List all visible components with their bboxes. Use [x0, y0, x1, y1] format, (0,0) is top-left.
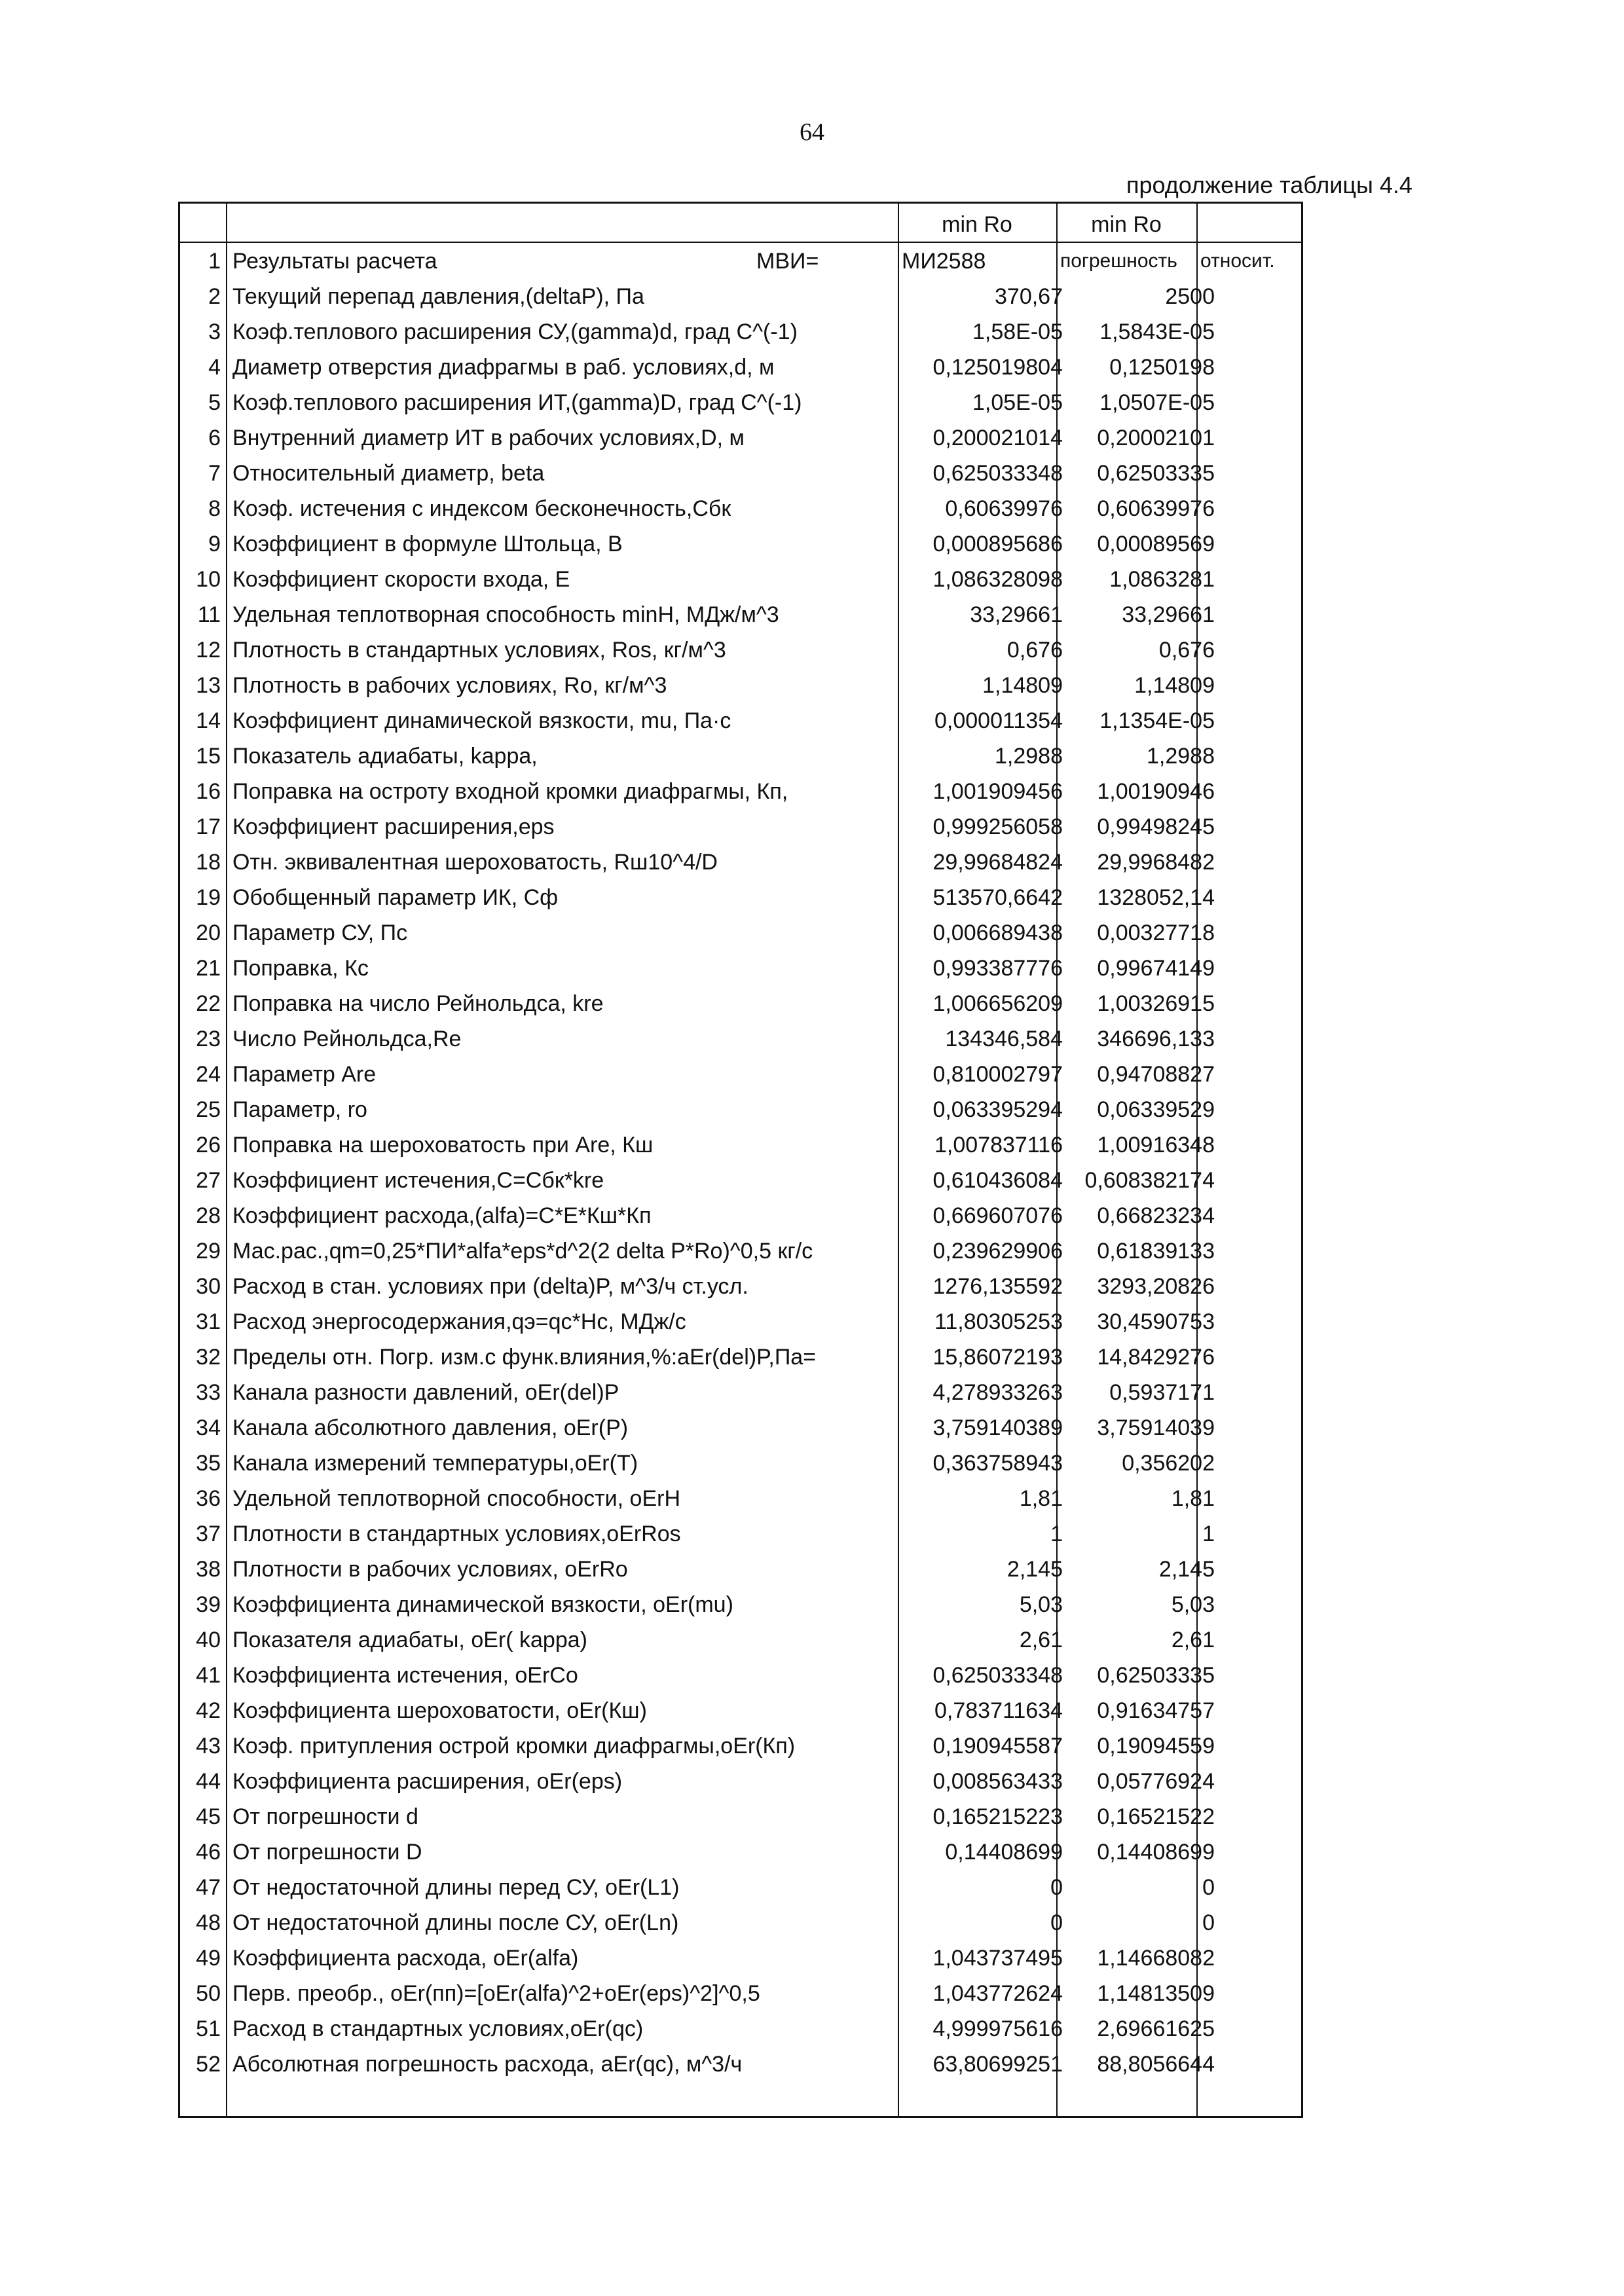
row-label: Канала абсолютного давления, oEr(P): [232, 1415, 629, 1440]
row-number: 5: [208, 390, 221, 415]
row-number: 6: [208, 426, 221, 450]
row-extra-label: МВИ=: [756, 249, 819, 274]
row-number: 18: [196, 850, 221, 875]
row-value-2: 2,145: [1158, 1557, 1215, 1582]
row-number: 45: [196, 1804, 221, 1829]
row-value-1: 1,2988: [995, 744, 1063, 769]
row-value-2: 0,5937171: [1109, 1380, 1215, 1405]
row-label: Канала разности давлений, oEr(del)P: [232, 1380, 619, 1405]
row-label: От погрешности d: [232, 1804, 418, 1829]
row-value-2: 3,75914039: [1097, 1415, 1215, 1440]
row-value-1: 0,363758943: [932, 1451, 1063, 1476]
row-value-1: 0,000011354: [934, 708, 1063, 733]
row-value-2: 0,14408699: [1097, 1840, 1215, 1865]
row-value-2: 2,61: [1171, 1628, 1215, 1652]
row-label: Плотности в рабочих условиях, oErRo: [232, 1557, 628, 1582]
row-value-1: 29,99684824: [932, 850, 1063, 875]
row-value-1: 0,006689438: [932, 920, 1063, 945]
row-number: 20: [196, 920, 221, 945]
row-number: 48: [196, 1910, 221, 1935]
row-label: Результаты расчета: [232, 249, 437, 274]
row-value-2: 1328052,14: [1097, 885, 1215, 910]
row-label: Коэф.теплового расширения СУ,(gamma)d, град С^(-1): [232, 319, 798, 344]
row-label: Отн. эквивалентная шероховатость, Rш10^4/D: [232, 850, 718, 875]
row-value-2: 29,9968482: [1097, 850, 1215, 875]
row-value-1: 1,81: [1019, 1486, 1063, 1511]
row-number: 24: [196, 1062, 221, 1087]
row-number: 19: [196, 885, 221, 910]
row-value-2: 2500: [1165, 284, 1215, 309]
row-value-1: 1,086328098: [932, 567, 1063, 592]
row-label: Удельная теплотворная способность minH, МДж/м^3: [232, 602, 779, 627]
row-value-2: 1,00326915: [1097, 991, 1215, 1016]
row-value-1: 0,14408699: [945, 1840, 1063, 1865]
row-label: Диаметр отверстия диафрагмы в раб. условиях,d, м: [232, 355, 775, 380]
row-label: Плотность в рабочих условиях, Ro, кг/м^3: [232, 673, 667, 698]
row-value-2: 1,1354E-05: [1099, 708, 1215, 733]
row-value-2: 0: [1202, 1910, 1215, 1935]
row-value-1: 0,669607076: [932, 1203, 1063, 1228]
row-value-1: 0,063395294: [932, 1097, 1063, 1122]
row-number: 28: [196, 1203, 221, 1228]
row-value-2: 1,00916348: [1097, 1133, 1215, 1157]
row-value-1: 0: [1050, 1910, 1063, 1935]
row-value-2: 1,14813509: [1097, 1981, 1215, 2006]
row-value-2: 0,99674149: [1097, 956, 1215, 981]
row-label: Перв. преобр., oEr(пп)=[oEr(alfa)^2+oEr(eps)^2]^0,5: [232, 1981, 760, 2006]
row-number: 52: [196, 2052, 221, 2077]
row-value-1: 4,278933263: [932, 1380, 1063, 1405]
row-label: Поправка на шероховатость при Are, Кш: [232, 1133, 654, 1157]
row-label: Коэффициент расхода,(alfa)=C*E*Кш*Кп: [232, 1203, 652, 1228]
row-number: 4: [208, 355, 221, 380]
row-value-2: 0,00327718: [1097, 920, 1215, 945]
row-label: Текущий перепад давления,(deltaP), Па: [232, 284, 644, 309]
row-number: 8: [208, 496, 221, 521]
row-value-2: 0,356202: [1122, 1451, 1215, 1476]
row-value-3: относит.: [1200, 250, 1275, 272]
row-value-1: 0,190945587: [932, 1734, 1063, 1758]
row-value-1: 1,14809: [982, 673, 1063, 698]
row-number: 32: [196, 1345, 221, 1370]
row-value-1: 0,625033348: [932, 1663, 1063, 1688]
row-number: 26: [196, 1133, 221, 1157]
row-value-1: 3,759140389: [932, 1415, 1063, 1440]
row-value-2: 0,91634757: [1097, 1698, 1215, 1723]
row-value-2: 1,14668082: [1097, 1946, 1215, 1971]
row-number: 49: [196, 1946, 221, 1971]
row-value-1: 0: [1050, 1875, 1063, 1900]
row-value-1: 1,043737495: [932, 1946, 1063, 1971]
row-number: 16: [196, 779, 221, 804]
row-number: 44: [196, 1769, 221, 1794]
row-value-2: 0,62503335: [1097, 461, 1215, 486]
row-label: Коэффициента истечения, oErCo: [232, 1663, 578, 1688]
row-value-2: 0,20002101: [1097, 426, 1215, 450]
row-value-1: МИ2588: [902, 249, 986, 274]
row-value-1: 134346,584: [945, 1027, 1063, 1051]
row-number: 35: [196, 1451, 221, 1476]
row-label: Параметр, ro: [232, 1097, 367, 1122]
row-number: 21: [196, 956, 221, 981]
row-value-1: 1,58E-05: [972, 319, 1063, 344]
row-value-1: 0,165215223: [932, 1804, 1063, 1829]
row-number: 22: [196, 991, 221, 1016]
row-number: 31: [196, 1309, 221, 1334]
row-value-2: 1,14809: [1134, 673, 1215, 698]
row-number: 10: [196, 567, 221, 592]
row-value-2: 0,61839133: [1097, 1239, 1215, 1264]
row-number: 51: [196, 2016, 221, 2041]
row-label: Поправка на число Рейнольдса, kre: [232, 991, 604, 1016]
row-label: Относительный диаметр, beta: [232, 461, 545, 486]
row-value-2: 0,676: [1158, 638, 1215, 663]
row-number: 46: [196, 1840, 221, 1865]
row-label: Коэффициента динамической вязкости, oEr(mu): [232, 1592, 733, 1617]
row-value-1: 0,008563433: [932, 1769, 1063, 1794]
row-value-1: 33,29661: [970, 602, 1063, 627]
row-label: Показателя адиабаты, oEr( kappa): [232, 1628, 587, 1652]
row-number: 39: [196, 1592, 221, 1617]
row-value-2: 1,0863281: [1109, 567, 1215, 592]
row-value-1: 11,80305253: [934, 1309, 1063, 1334]
row-value-1: 0,625033348: [932, 461, 1063, 486]
row-label: Обобщенный параметр ИК, Сф: [232, 885, 559, 910]
row-value-2: 3293,20826: [1097, 1274, 1215, 1299]
row-value-2: 0,60639976: [1097, 496, 1215, 521]
row-value-1: 1,001909456: [932, 779, 1063, 804]
row-value-1: 0,125019804: [932, 355, 1063, 380]
row-number: 13: [196, 673, 221, 698]
row-label: Поправка, Кс: [232, 956, 369, 981]
row-label: Плотности в стандартных условиях,oErRos: [232, 1522, 681, 1546]
row-number: 41: [196, 1663, 221, 1688]
row-value-1: 0,60639976: [945, 496, 1063, 521]
row-label: Канала измерений температуры,oEr(T): [232, 1451, 638, 1476]
row-value-1: 2,61: [1019, 1628, 1063, 1652]
row-label: Коэффициент динамической вязкости, mu, Па·с: [232, 708, 731, 733]
row-number: 3: [208, 319, 221, 344]
row-value-1: 2,145: [1006, 1557, 1063, 1582]
row-value-2: 0: [1202, 1875, 1215, 1900]
row-value-1: 1,007837116: [934, 1133, 1063, 1157]
row-value-1: 0,810002797: [932, 1062, 1063, 1087]
row-value-2: 2,69661625: [1097, 2016, 1215, 2041]
row-value-1: 0,993387776: [932, 956, 1063, 981]
row-number: 2: [208, 284, 221, 309]
row-value-1: 1276,135592: [932, 1274, 1063, 1299]
row-label: Показатель адиабаты, kappa,: [232, 744, 538, 769]
row-value-2: 0,19094559: [1097, 1734, 1215, 1758]
row-number: 7: [208, 461, 221, 486]
row-label: Пределы отн. Погр. изм.с функ.влияния,%:aEr(del)P,Па=: [232, 1345, 817, 1370]
row-number: 38: [196, 1557, 221, 1582]
row-label: От недостаточной длины после СУ, oEr(Ln): [232, 1910, 679, 1935]
row-value-2: 1,2988: [1147, 744, 1215, 769]
row-number: 33: [196, 1380, 221, 1405]
row-value-1: 0,000895686: [932, 532, 1063, 556]
row-label: Расход энергосодержания,qэ=qc*Нс, МДж/с: [232, 1309, 686, 1334]
row-value-1: 1,05E-05: [972, 390, 1063, 415]
row-value-2: 33,29661: [1122, 602, 1215, 627]
row-value-2: 1,81: [1171, 1486, 1215, 1511]
row-number: 17: [196, 814, 221, 839]
row-value-1: 1: [1050, 1522, 1063, 1546]
row-label: Расход в стандартных условиях,oEr(qc): [232, 2016, 644, 2041]
row-number: 15: [196, 744, 221, 769]
row-value-2: 5,03: [1171, 1592, 1215, 1617]
row-number: 43: [196, 1734, 221, 1758]
row-number: 9: [208, 532, 221, 556]
row-label: Коэффициент в формуле Штольца, В: [232, 532, 623, 556]
page-number: 64: [800, 118, 824, 146]
row-value-1: 0,200021014: [932, 426, 1063, 450]
row-label: Коэф.теплового расширения ИТ,(gamma)D, град С^(-1): [232, 390, 802, 415]
row-value-2: 0,00089569: [1097, 532, 1215, 556]
row-value-2: 88,8056644: [1097, 2052, 1215, 2077]
row-label: Внутренний диаметр ИТ в рабочих условиях,D, м: [232, 426, 745, 450]
row-label: Коэффициент скорости входа, Е: [232, 567, 570, 592]
row-number: 34: [196, 1415, 221, 1440]
row-label: Поправка на остроту входной кромки диафрагмы, Кп,: [232, 779, 788, 804]
row-label: Удельной теплотворной способности, oErH: [232, 1486, 681, 1511]
row-value-1: 0,239629906: [932, 1239, 1063, 1264]
row-value-1: 0,999256058: [932, 814, 1063, 839]
row-value-2: 0,16521522: [1097, 1804, 1215, 1829]
row-value-2: 0,62503335: [1097, 1663, 1215, 1688]
row-value-2: 0,99498245: [1097, 814, 1215, 839]
row-value-1: 0,676: [1006, 638, 1063, 663]
row-value-1: 370,67: [995, 284, 1063, 309]
row-number: 23: [196, 1027, 221, 1051]
row-value-2: 0,06339529: [1097, 1097, 1215, 1122]
row-value-1: 5,03: [1019, 1592, 1063, 1617]
row-value-1: 0,783711634: [934, 1698, 1063, 1723]
row-number: 47: [196, 1875, 221, 1900]
row-number: 40: [196, 1628, 221, 1652]
row-value-2: погрешность: [1060, 250, 1177, 272]
row-value-2: 30,4590753: [1097, 1309, 1215, 1334]
row-label: Параметр СУ, Пс: [232, 920, 408, 945]
row-label: Коэффициента расхода, oEr(alfa): [232, 1946, 579, 1971]
row-number: 50: [196, 1981, 221, 2006]
row-label: Параметр Are: [232, 1062, 377, 1087]
row-value-1: 0,610436084: [932, 1168, 1063, 1193]
row-number: 14: [196, 708, 221, 733]
row-value-2: 0,1250198: [1109, 355, 1215, 380]
row-number: 37: [196, 1522, 221, 1546]
row-number: 36: [196, 1486, 221, 1511]
row-value-1: 15,86072193: [932, 1345, 1063, 1370]
column-header-2: min Ro: [1091, 212, 1162, 237]
row-value-1: 4,999975616: [932, 2016, 1063, 2041]
results-table: [178, 202, 1303, 2118]
row-label: Мас.рас.,qm=0,25*ПИ*alfa*eps*d^2(2 delta P*Ro)^0,5 кг/с: [232, 1239, 813, 1264]
row-value-1: 513570,6642: [932, 885, 1063, 910]
row-value-1: 1,006656209: [932, 991, 1063, 1016]
column-header-1: min Ro: [942, 212, 1012, 237]
row-number: 11: [197, 602, 221, 627]
row-label: Коэффициента шероховатости, oEr(Кш): [232, 1698, 647, 1723]
row-label: Абсолютная погрешность расхода, aEr(qc), м^3/ч: [232, 2052, 743, 2077]
row-label: Коэффициент истечения,С=Сбк*kre: [232, 1168, 604, 1193]
row-number: 12: [196, 638, 221, 663]
row-label: От погрешности D: [232, 1840, 422, 1865]
row-label: От недостаточной длины перед СУ, oEr(L1): [232, 1875, 680, 1900]
table-continuation-title: продолжение таблицы 4.4: [1126, 172, 1412, 198]
row-label: Коэффициент расширения,eps: [232, 814, 555, 839]
row-value-2: 1,5843E-05: [1099, 319, 1215, 344]
row-label: Плотность в стандартных условиях, Ros, кг/м^3: [232, 638, 726, 663]
row-value-2: 346696,133: [1097, 1027, 1215, 1051]
row-value-2: 1,0507E-05: [1099, 390, 1215, 415]
table-grid-line: [226, 204, 227, 2116]
row-number: 42: [196, 1698, 221, 1723]
row-value-2: 0,608382174: [1084, 1168, 1215, 1193]
row-value-2: 0,05776924: [1097, 1769, 1215, 1794]
row-number: 1: [208, 249, 221, 274]
row-number: 27: [196, 1168, 221, 1193]
row-number: 25: [196, 1097, 221, 1122]
row-value-1: 63,80699251: [932, 2052, 1063, 2077]
row-label: Расход в стан. условиях при (delta)P, м^3/ч ст.усл.: [232, 1274, 748, 1299]
row-value-1: 1,043772624: [932, 1981, 1063, 2006]
row-label: Коэф. истечения с индексом бесконечность,Сбк: [232, 496, 731, 521]
row-label: Коэф. притупления острой кромки диафрагмы,oEr(Кп): [232, 1734, 796, 1758]
row-number: 29: [196, 1239, 221, 1264]
row-value-2: 14,8429276: [1097, 1345, 1215, 1370]
row-value-2: 0,66823234: [1097, 1203, 1215, 1228]
row-value-2: 1,00190946: [1097, 779, 1215, 804]
row-value-2: 1: [1202, 1522, 1215, 1546]
row-label: Коэффициента расширения, oEr(eps): [232, 1769, 623, 1794]
row-value-2: 0,94708827: [1097, 1062, 1215, 1087]
row-number: 30: [196, 1274, 221, 1299]
row-label: Число Рейнольдса,Re: [232, 1027, 462, 1051]
